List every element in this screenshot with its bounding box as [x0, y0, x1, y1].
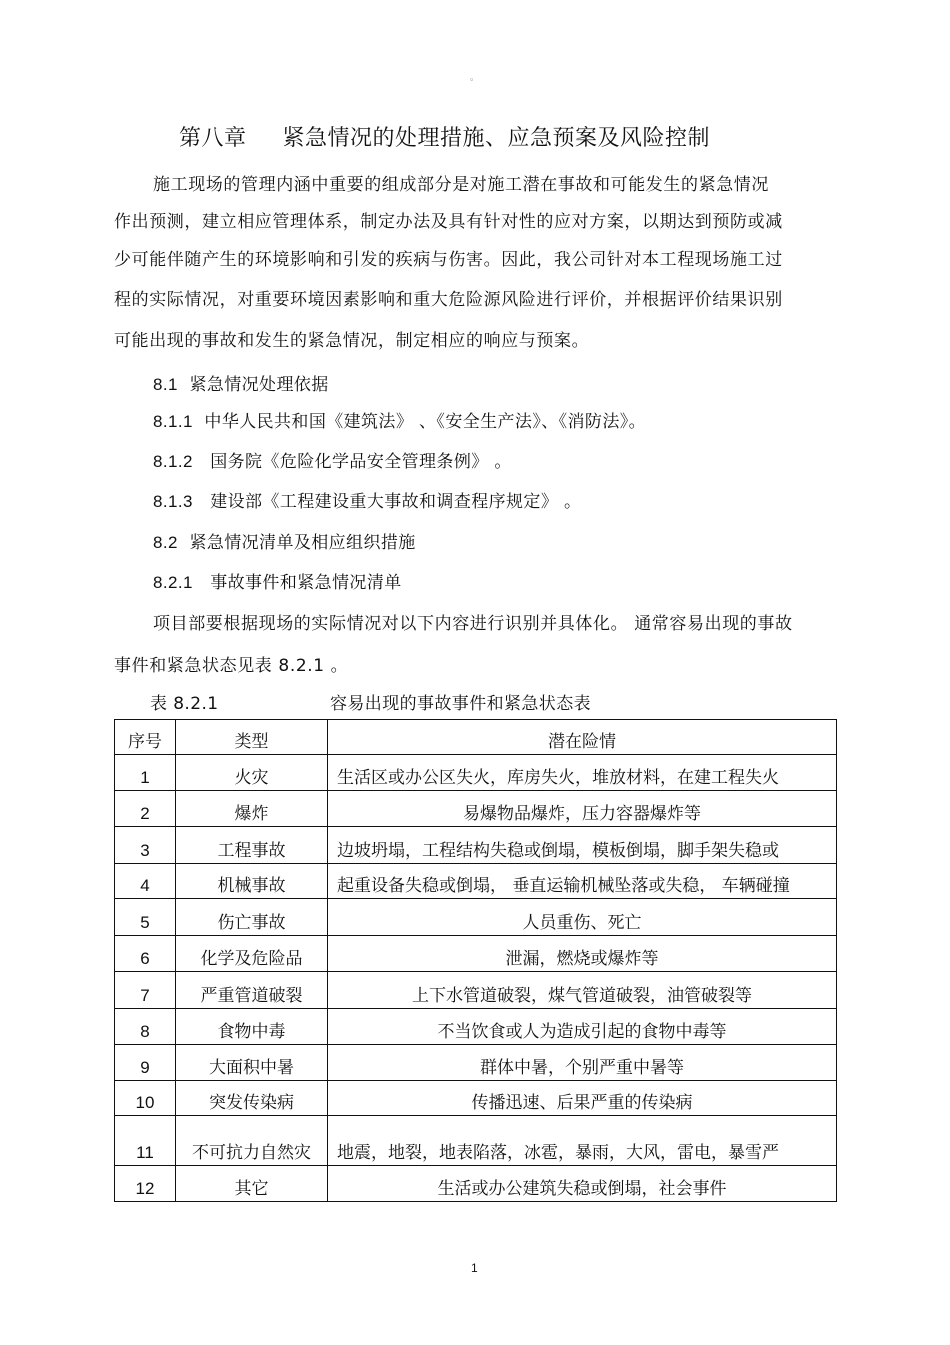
table-row — [115, 972, 837, 1009]
row-type: 工程事故 — [176, 827, 328, 864]
table-row — [115, 1166, 837, 1202]
row-number: 6 — [115, 936, 176, 972]
row-number: 5 — [115, 899, 176, 936]
section-number: 8.1 — [153, 375, 178, 394]
section-8-2 — [153, 528, 416, 553]
table-row — [115, 1081, 837, 1116]
section-8-2-1 — [153, 568, 402, 593]
intro-line-2: 作出预测，建立相应管理体系，制定办法及具有针对性的应对方案，以期达到预防或减 — [114, 212, 783, 232]
row-risk: 地震，地裂，地表陷落，冰雹，暴雨，大风，雷电，暴雪严 — [328, 1116, 837, 1166]
table-row — [115, 864, 837, 899]
row-number: 11 — [115, 1116, 176, 1166]
section-number: 8.2.1 — [153, 573, 193, 592]
row-number: 1 — [115, 755, 176, 791]
row-type: 突发传染病 — [176, 1081, 328, 1116]
section-number: 8.1.1 — [153, 412, 193, 431]
section-text: 紧急情况处理依据 — [189, 375, 329, 395]
row-risk: 不当饮食或人为造成引起的食物中毒等 — [328, 1009, 837, 1045]
row-type: 食物中毒 — [176, 1009, 328, 1045]
row-risk: 边坡坍塌，工程结构失稳或倒塌，模板倒塌，脚手架失稳或 — [328, 827, 837, 864]
section-number: 8.1.2 — [153, 452, 193, 471]
row-type: 化学及危险品 — [176, 936, 328, 972]
table-caption-title: 容易出现的事故事件和紧急状态表 — [330, 694, 591, 714]
row-type: 爆炸 — [176, 791, 328, 827]
section-text: 中华人民共和国《建筑法》 、《安全生产法》、《消防法》。 — [204, 412, 647, 432]
header-type: 类型 — [176, 720, 328, 755]
section-8-1 — [153, 370, 329, 395]
section-8-1-1 — [153, 407, 646, 432]
section-text: 事故事件和紧急情况清单 — [210, 573, 402, 593]
table-header-row — [115, 720, 837, 755]
table-row — [115, 755, 837, 791]
section-text: 国务院《危险化学品安全管理条例》 。 — [210, 452, 512, 472]
intro-line-3: 少可能伴随产生的环境影响和引发的疾病与伤害。因此，我公司针对本工程现场施工过 — [114, 250, 783, 270]
section-8-1-2 — [153, 447, 512, 472]
row-risk: 起重设备失稳或倒塌， 垂直运输机械坠落或失稳， 车辆碰撞 — [328, 864, 837, 899]
section-8-1-3 — [153, 487, 581, 512]
table-row — [115, 899, 837, 936]
table-row — [115, 827, 837, 864]
row-type: 伤亡事故 — [176, 899, 328, 936]
row-number: 7 — [115, 972, 176, 1009]
table-row — [115, 1045, 837, 1081]
header-no: 序号 — [115, 720, 176, 755]
row-type: 其它 — [176, 1166, 328, 1202]
section-text: 紧急情况清单及相应组织措施 — [189, 533, 416, 553]
table-row — [115, 936, 837, 972]
section-number: 8.1.3 — [153, 492, 193, 511]
intro-line-4: 程的实际情况，对重要环境因素影响和重大危险源风险进行评价，并根据评价结果识别 — [114, 290, 783, 310]
row-number: 12 — [115, 1166, 176, 1202]
row-risk: 传播迅速、后果严重的传染病 — [328, 1081, 837, 1116]
row-number: 9 — [115, 1045, 176, 1081]
para2-line-2: 事件和紧急状态见表 8.2.1 。 — [114, 656, 349, 676]
page-number: 1 — [471, 1261, 478, 1275]
table-caption-label: 表 8.2.1 — [150, 694, 219, 714]
row-type: 不可抗力自然灾 — [176, 1116, 328, 1166]
row-risk: 生活区或办公区失火，库房失火，堆放材料，在建工程失火 — [328, 755, 837, 791]
chapter-title — [179, 121, 710, 152]
row-risk: 上下水管道破裂，煤气管道破裂，油管破裂等 — [328, 972, 837, 1009]
header-risk: 潜在险情 — [328, 720, 837, 755]
intro-line-5: 可能出现的事故和发生的紧急情况，制定相应的响应与预案。 — [114, 331, 590, 351]
chapter-number: 第八章 — [179, 126, 247, 151]
chapter-heading: 紧急情况的处理措施、应急预案及风险控制 — [282, 126, 711, 151]
row-number: 4 — [115, 864, 176, 899]
table-row — [115, 1009, 837, 1045]
row-number: 3 — [115, 827, 176, 864]
row-type: 大面积中暑 — [176, 1045, 328, 1081]
table-row — [115, 791, 837, 827]
section-text: 建设部《工程建设重大事故和调查程序规定》 。 — [210, 492, 582, 512]
row-risk: 泄漏，燃烧或爆炸等 — [328, 936, 837, 972]
row-type: 火灾 — [176, 755, 328, 791]
section-number: 8.2 — [153, 533, 178, 552]
row-risk: 人员重伤、死亡 — [328, 899, 837, 936]
row-number: 8 — [115, 1009, 176, 1045]
top-mark: 。 — [470, 73, 480, 83]
row-type: 机械事故 — [176, 864, 328, 899]
row-number: 2 — [115, 791, 176, 827]
row-number: 10 — [115, 1081, 176, 1116]
row-type: 严重管道破裂 — [176, 972, 328, 1009]
hazard-table — [114, 719, 837, 1202]
row-risk: 生活或办公建筑失稳或倒塌，社会事件 — [328, 1166, 837, 1202]
row-risk: 易爆物品爆炸，压力容器爆炸等 — [328, 791, 837, 827]
para2-line-1: 项目部要根据现场的实际情况对以下内容进行识别并具体化。 通常容易出现的事故 — [153, 614, 793, 634]
table-row — [115, 1116, 837, 1166]
intro-line-1: 施工现场的管理内涵中重要的组成部分是对施工潜在事故和可能发生的紧急情况 — [153, 175, 769, 195]
row-risk: 群体中暑，个别严重中暑等 — [328, 1045, 837, 1081]
